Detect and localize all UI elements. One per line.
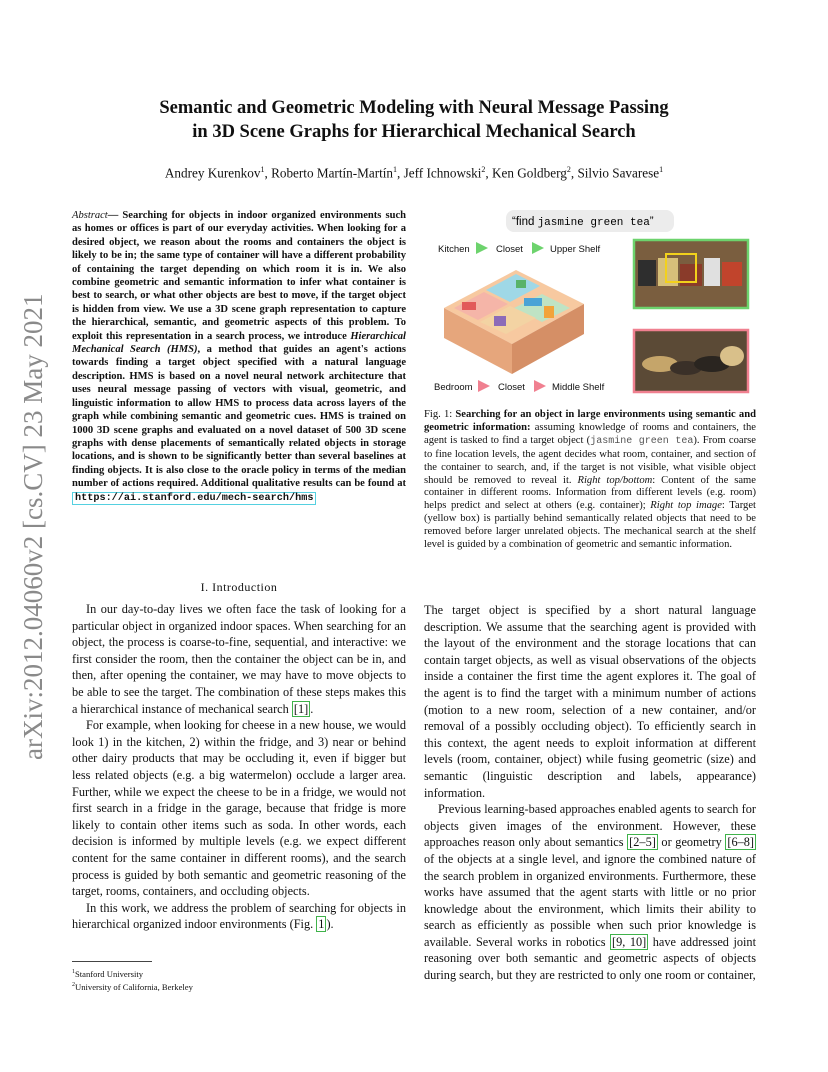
paper-title: [90, 96, 738, 144]
caption-text: ). From coarse to fine location levels, the agent decides what room, container, and section of the container to search, and, if the target is not visible, what visible object should be removed to reveal it.: [424, 434, 756, 486]
author-affiliation: 2: [481, 165, 486, 174]
caption-italic: Right top/bottom: [577, 474, 653, 486]
figure-ref-link[interactable]: 1: [318, 917, 325, 932]
abstract-method-name: Hierarchical Mechanical Search (HMS): [72, 330, 406, 356]
paragraph-text: have addressed joint reasoning over both semantic and geometric aspects of objects during search, but they are restricted to only one room or container,: [424, 934, 756, 983]
paragraph: [424, 801, 756, 984]
footnotes: [72, 967, 406, 994]
abstract: [72, 209, 406, 505]
shelf-photo-bottom: [634, 330, 748, 392]
citation-link[interactable]: [9, 10]: [612, 934, 647, 949]
caption-mono: jasmine green tea: [590, 435, 694, 447]
caption-text: : Target (yellow box) is partially behind semantically related objects that need to be removed before larger unrelated objects. The mechanical search at the shelf level is guided by a combination of geometric and semantic information.: [424, 500, 756, 551]
author-name: Ken Goldberg: [492, 165, 567, 181]
path-label-container: Closet: [496, 244, 523, 255]
author-affiliation: 1: [659, 165, 664, 174]
caption-bold: Searching for an object in large environments using semantic and geometric information:: [424, 409, 756, 433]
footnote: [72, 967, 406, 980]
caption-italic: Right top image: [650, 500, 722, 512]
intro-right-column: [424, 602, 756, 984]
arxiv-stamp: [4, 280, 52, 780]
citation-link[interactable]: [2–5]: [629, 835, 656, 850]
paragraph-text: Previous learning-based approaches enabled agents to search for objects given images of the environment. However, these approaches reason only about semantics: [424, 802, 756, 850]
caption-text: : Content of the same container in different rooms. Information from different levels (e.g. room) helps predict and select at others (e.g. container);: [424, 474, 756, 512]
figure-caption: [424, 409, 756, 552]
citation-link[interactable]: [6–8]: [727, 835, 754, 850]
caption-label: Fig. 1:: [424, 409, 456, 420]
footnote-text: Stanford University: [75, 968, 144, 979]
footnote-rule: [72, 961, 152, 962]
paragraph-text: In our day-to-day lives we often face the task of looking for a particular object in organized indoor spaces. When searching for an object, the process is coarse-to-fine, sequential, and interactive: we first consider the room, then the container the object can be in, and then, after opening the container, we may have to move objects to be able to see the target. The combination of these steps makes this a hierarchical instance of mechanical search: [72, 602, 406, 716]
project-url-link[interactable]: https://ai.stanford.edu/mech-search/hms: [72, 492, 316, 505]
shelf-photo-top: [634, 240, 748, 308]
query-text: “find jasmine green tea”: [512, 216, 654, 229]
paragraph-text: of the objects at a single level, and ignore the combined nature of the search problem in organized environments. Furthermore, these works have assumed that the agent starts with little or no prior knowledge about the environment, which limits their ability to search as efficiently as possible when such prior knowledge is available. Several works in robotics: [424, 851, 756, 949]
abstract-text: — Searching for objects in indoor organized environments such as homes or offices is part of our everyday activities. When looking for a desired object, we reason about the rooms and containers the object is likely to be in; the same type of container will have a different probability of containing the target depending on which room it is in. We also combine geometric and semantic information to infer what container is best to search, or what other objects are best to move, if the target object is hidden from view. We use a 3D scene graph representation to capture the hierarchical, semantic, and geometric aspects of this problem. To exploit this representation in a search process, we introduce: [72, 210, 406, 342]
footnote-text: University of California, Berkeley: [75, 982, 193, 993]
title-line-2: in 3D Scene Graphs for Hierarchical Mechanical Search: [192, 122, 636, 142]
path-label-room: Kitchen: [438, 244, 470, 255]
paragraph: [72, 900, 406, 933]
figure-1: [424, 208, 758, 404]
footnote: [72, 980, 406, 993]
path-label-room: Bedroom: [434, 382, 473, 393]
author-name: Roberto Martín-Martín: [271, 165, 394, 181]
paragraph-text: .: [310, 701, 314, 716]
path-label-container: Closet: [498, 382, 525, 393]
arrow-right-icon: [478, 380, 490, 392]
arrow-right-icon: [476, 242, 488, 254]
author-name: Andrey Kurenkov: [164, 165, 261, 181]
path-label-shelf: Middle Shelf: [552, 382, 605, 393]
paragraph: The target object is specified by a short natural language description. We assume that the searching agent is provided with the layout of the environment and the storage locations that can contain target objects, as well as visual observations of the objects inside a container the first time the agent explores it. The goal of the agent is to find the target with a minimum number of actions (motion to a new room, selection of a new container, and/or removal of a possibly occluding object). To efficiently search in this context, the agent needs to exploit information at different levels (room, container, object) while fusing geometric (size) and semantic (linguistic description and labels, appearance) information.: [424, 603, 756, 800]
title-line-1: Semantic and Geometric Modeling with Neural Message Passing: [159, 98, 669, 118]
section-heading: I. Introduction: [200, 580, 278, 594]
author-name: Silvio Savarese: [577, 165, 660, 181]
arxiv-stamp-text: arXiv:2012.04060v2 [cs.CV] 23 May 2021: [18, 293, 48, 760]
footnote-mark: 2: [72, 982, 75, 989]
arrow-right-icon: [534, 380, 546, 392]
paragraph-text: or geometry: [657, 835, 726, 850]
author-list: Andrey Kurenkov$^1$, Roberto Martín-Martín$^1$, Jeff Ichnowski$^2$, Ken Goldberg$^2$, Silvio Savarese$^1$: [164, 165, 664, 181]
author-affiliation: 1: [260, 165, 265, 174]
caption-text: assuming knowledge of rooms and containers, the agent is tasked to find a target object (: [424, 421, 756, 446]
path-label-shelf: Upper Shelf: [550, 244, 601, 255]
citation-link[interactable]: [1]: [293, 701, 309, 716]
paragraph-text: In this work, we address the problem of searching for objects in hierarchical organized indoor environments (Fig.: [72, 900, 406, 932]
arrow-right-icon: [532, 242, 544, 254]
paragraph: [72, 601, 406, 717]
paragraph-text: ).: [326, 917, 334, 932]
paragraph: For example, when looking for cheese in a new house, we would look 1) in the kitchen, 2) within the fridge, and 3) near or behind other dairy products that may be occluding it, even if bigger but less related objects (e.g. a big watermelon) occlude a larger area. Further, while we expect the cheese to be in a fridge, we would not first search in a fridge in the garage, because that fridge is more likely to contain other items such as soda. In other words, each decision is informed by multiple levels (e.g. we expect different content for the same container in different rooms), and the search process is guided by both semantic and geometric reasoning of the target, rooms, containers, and occluding objects.: [72, 718, 406, 899]
abstract-lead: Abstract: [72, 210, 108, 221]
author-affiliation: 1: [393, 165, 398, 174]
footnote-mark: 1: [72, 969, 75, 975]
author-affiliation: 2: [566, 165, 571, 174]
abstract-text-2: , a method that guides an agent's actions towards finding a target object specified with a natural language description. HMS is based on a novel neural network architecture that uses neural message passing of vectors with visual, geometric, and linguistic information to allow HMS to process data across layers of the graph while combining semantic and geometric cues. HMS is trained on 1000 3D scene graphs and evaluated on a novel dataset of 500 3D scene graphs with dense placements of semantically related objects in storage locations, and is shown to be significantly better than several baselines at finding objects. It is also close to the oracle policy in terms of the median number of actions required. Additional qualitative results can be found at: [72, 344, 407, 490]
author-name: Jeff Ichnowski: [403, 165, 482, 181]
house-illustration: [444, 270, 584, 374]
intro-left-column: [72, 601, 406, 933]
